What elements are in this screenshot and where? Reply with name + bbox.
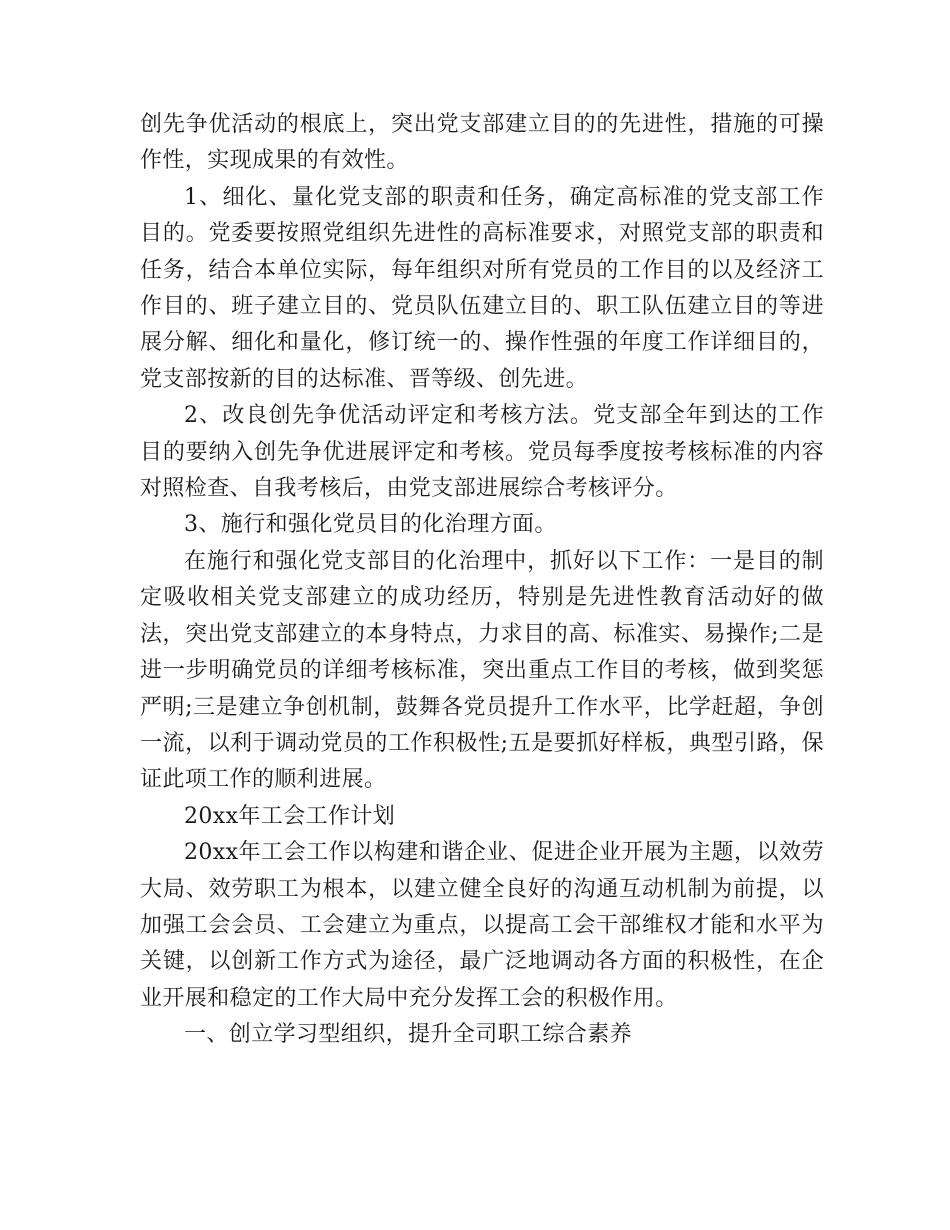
- paragraph-item-1: 1、细化、量化党支部的职责和任务，确定高标准的党支部工作目的。党委要按照党组织先进性的高标准要求，对照党支部的职责和任务，结合本单位实际，每年组织对所有党员的工作目的以及经济工作目的、班子建立目的、党员队伍建立目的、职工队伍建立目的等进展分解、细化和量化，修订统一的、操作性强的年度工作详细目的，党支部按新的目的达标准、晋等级、创先进。: [140, 184, 824, 392]
- paragraph-continuation: 创先争优活动的根底上，突出党支部建立目的的先进性，措施的可操作性，实现成果的有效性。: [140, 112, 824, 174]
- paragraph-union-plan: 20xx年工会工作以构建和谐企业、促进企业开展为主题，以效劳大局、效劳职工为根本，以建立健全良好的沟通互动机制为前提，以加强工会会员、工会建立为重点，以提高工会干部维权才能和水平为关键，以创新工作方式为途径，最广泛地调动各方面的积极性，在企业开展和稳定的工作大局中充分发挥工会的积极作用。: [140, 840, 824, 1011]
- paragraph-item-3: 3、施行和强化党员目的化治理方面。: [184, 512, 557, 538]
- section-heading-1: 一、创立学习型组织，提升全司职工综合素养: [184, 1022, 633, 1048]
- paragraph-implementation: 在施行和强化党支部目的化治理中，抓好以下工作：一是目的制定吸收相关党支部建立的成功经历，特别是先进性教育活动好的做法，突出党支部建立的本身特点，力求目的高、标准实、易操作;二是进一步明确党员的详细考核标准，突出重点工作目的考核，做到奖惩严明;三是建立争创机制，鼓舞各党员提升工作水平，比学赶超，争创一流，以利于调动党员的工作积极性;五是要抓好样板，典型引路，保证此项工作的顺利进展。: [140, 548, 824, 793]
- section-title: 20xx年工会工作计划: [184, 803, 396, 829]
- paragraph-item-2: 2、改良创先争优活动评定和考核方法。党支部全年到达的工作目的要纳入创先争优进展评定和考核。党员每季度按考核标准的内容对照检查、自我考核后，由党支部进展综合考核评分。: [140, 403, 824, 502]
- document-body: [140, 107, 824, 1054]
